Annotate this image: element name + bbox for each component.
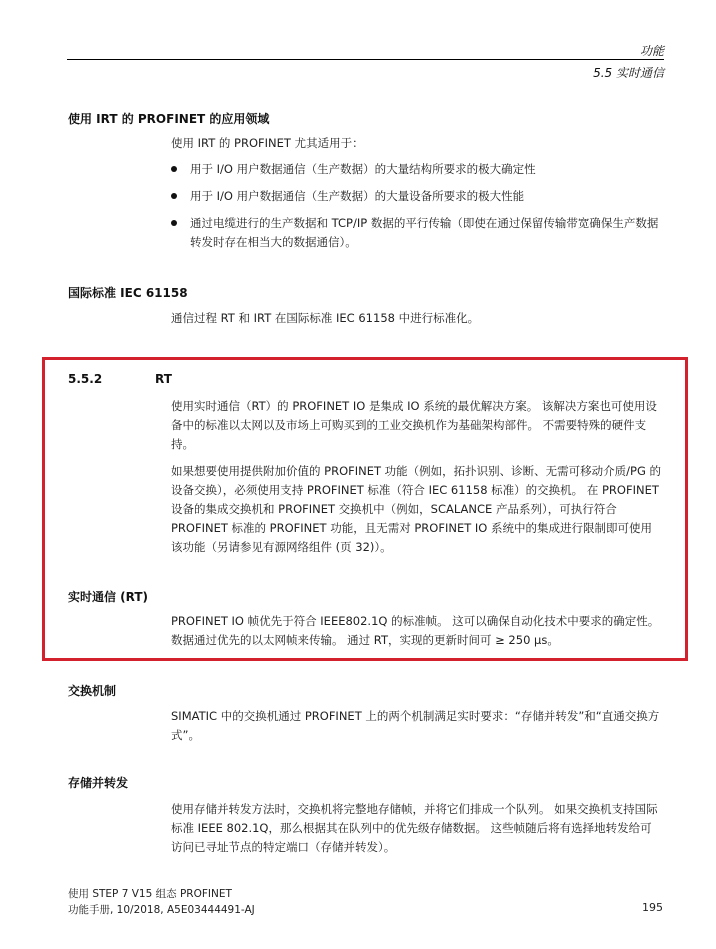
footer-title: 使用 STEP 7 V15 组态 PROFINET bbox=[68, 888, 232, 900]
switching-text: SIMATIC 中的交换机通过 PROFINET 上的两个机制满足实时要求：“存储并转发”和“直通交换方式”。 bbox=[171, 709, 660, 742]
header-section: 5.5 实时通信 bbox=[593, 66, 664, 80]
list-item-text: 通过电缆进行的生产数据和 TCP/IP 数据的平行传输（即使在通过保留传输带宽确保生产数据转发时存在相当大的数据通信）。 bbox=[190, 216, 659, 249]
rt-comm-heading: 实时通信 (RT) bbox=[68, 590, 149, 604]
store-forward-heading: 存储并转发 bbox=[68, 776, 129, 790]
section-title: RT bbox=[155, 372, 172, 386]
list-item-text: 用于 I/O 用户数据通信（生产数据）的大量设备所要求的极大性能 bbox=[190, 189, 525, 203]
irt-apps-heading: 使用 IRT 的 PROFINET 的应用领域 bbox=[68, 112, 270, 126]
header-chapter: 功能 bbox=[639, 44, 664, 58]
footer-manual: 功能手册, 10/2018, A5E03444491-AJ bbox=[68, 904, 255, 916]
rt-paragraph-1: 使用实时通信（RT）的 PROFINET IO 是集成 IO 系统的最优解决方案。 该解决方案也可使用设备中的标准以太网以及市场上可购买到的工业交换机作为基础架构部件。 不需要特殊的硬件支持。 bbox=[171, 399, 657, 451]
header-rule bbox=[67, 59, 664, 60]
store-forward-text: 使用存储并转发方法时，交换机将完整地存储帧，并将它们排成一个队列。 如果交换机支持国际标准 IEEE 802.1Q，那么根据其在队列中的优先级存储数据。 这些帧随后将有选择地转发给可访问已寻址节点的特定端口（存储并转发）。 bbox=[171, 802, 658, 854]
bullet-dot bbox=[171, 166, 177, 172]
switching-heading: 交换机制 bbox=[68, 684, 117, 698]
irt-apps-intro: 使用 IRT 的 PROFINET 尤其适用于： bbox=[171, 136, 364, 150]
bullet-dot bbox=[171, 193, 177, 199]
list-item-text: 用于 I/O 用户数据通信（生产数据）的大量结构所要求的极大确定性 bbox=[190, 162, 536, 176]
iec-heading: 国际标准 IEC 61158 bbox=[68, 286, 188, 300]
section-number: 5.5.2 bbox=[68, 372, 103, 386]
page-number: 195 bbox=[642, 901, 663, 914]
iec-text: 通信过程 RT 和 IRT 在国际标准 IEC 61158 中进行标准化。 bbox=[171, 311, 480, 325]
rt-comm-text: PROFINET IO 帧优先于符合 IEEE802.1Q 的标准帧。 这可以确保自动化技术中要求的确定性。 数据通过优先的以太网帧来传输。 通过 RT，实现的更新时间可 ≥ 250 μs。 bbox=[171, 614, 660, 647]
bullet-dot bbox=[171, 220, 177, 226]
rt-paragraph-2: 如果想要使用提供附加价值的 PROFINET 功能（例如，拓扑识别、诊断、无需可移动介质/PG 的设备交换），必须使用支持 PROFINET 标准（符合 IEC 61158 标准）的交换机。 在 PROFINET 设备的集成交换机和 PROFINET 交换机中（例如，SCALANCE 产品系列），可执行符合 PROFINET 标准的 PROFINET 功能，且无需对 PROFINET IO 系统中的集成进行限制即可使用该功能（另请参见有源网络组件 (页 32)）。 bbox=[171, 464, 662, 554]
